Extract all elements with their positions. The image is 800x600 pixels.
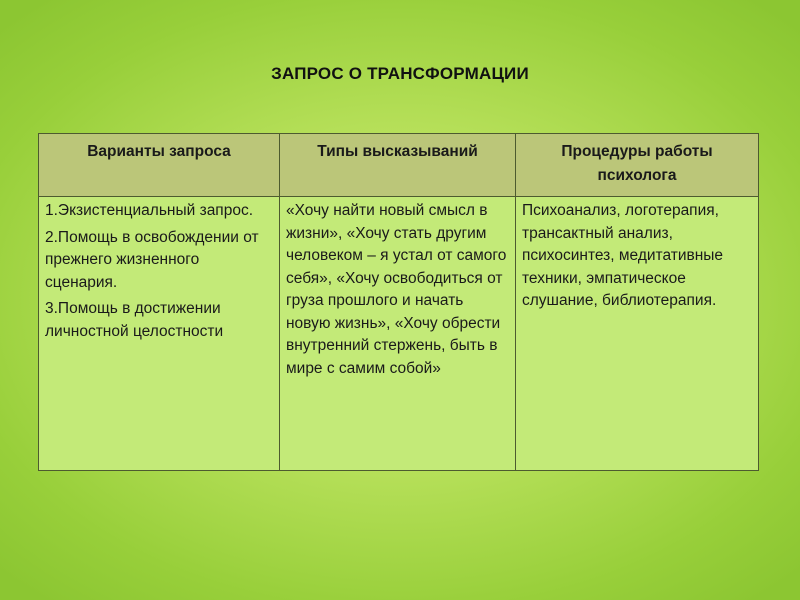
table-row: [39, 197, 759, 471]
cell-request-variants: [39, 197, 280, 471]
header-statement-types: Типы высказываний: [280, 134, 516, 197]
cell-procedures: [516, 197, 759, 471]
statement-text: «Хочу найти новый смысл в жизни», «Хочу стать другим человеком – я устал от самого себя», «Хочу освободиться от груза прошлого и начать новую жизнь», «Хочу обрести внутренний стержень, быть в мире с самим собой»: [286, 202, 507, 377]
request-item-1: 1.Экзистенциальный запрос.: [45, 202, 254, 219]
slide-title: ЗАПРОС О ТРАНСФОРМАЦИИ: [271, 64, 529, 83]
header-request-variants: Варианты запроса: [39, 134, 280, 197]
request-item-3: 3.Помощь в достижении личностной целостности: [45, 300, 224, 340]
table-header-row: [39, 134, 759, 197]
request-item-2: 2.Помощь в освобождении от прежнего жизненного сценария.: [45, 228, 259, 291]
header-psychologist-procedures: Процедуры работы психолога: [516, 134, 759, 197]
cell-statement-types: [280, 197, 516, 471]
transformation-request-table: [38, 133, 759, 471]
procedures-text: Психоанализ, логотерапия, трансактный анализ, психосинтез, медитативные техники, эмпатическое слушание, библиотерапия.: [522, 202, 724, 309]
